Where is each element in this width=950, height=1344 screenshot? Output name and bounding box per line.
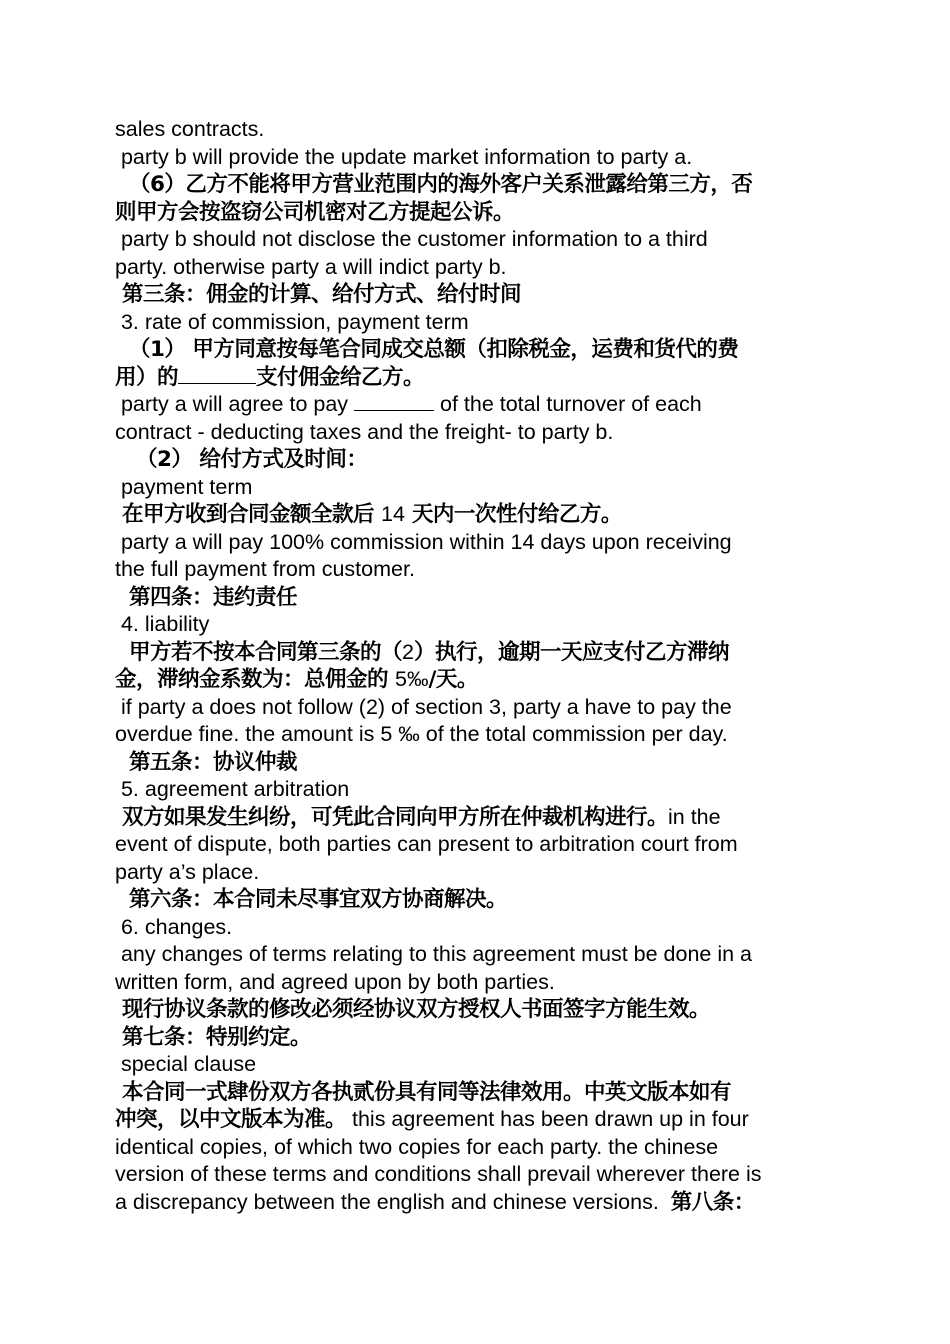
text-line: written form, and agreed upon by both parties. bbox=[115, 969, 555, 994]
section-heading-6: 第六条：本合同未尽事宜双方协商解决。 bbox=[115, 887, 507, 912]
text-line: if party a does not follow (2) of section 3, party a have to pay the bbox=[115, 694, 732, 719]
text-fragment: in the bbox=[668, 804, 721, 829]
text-line: payment term bbox=[115, 474, 253, 499]
text-fragment: 冲突，以中文版本为准。 bbox=[115, 1107, 347, 1132]
text-fragment: 双方如果发生纠纷，可凭此合同向甲方所在仲裁机构进行。 bbox=[115, 804, 668, 830]
text-fragment: 用）的 bbox=[115, 364, 179, 390]
text-fragment: 金，滞纳金系数为：总佣金的 bbox=[115, 667, 395, 692]
section-heading-en-5: 5. agreement arbitration bbox=[115, 777, 350, 801]
text-line: party b should not disclose the customer information to a third bbox=[115, 227, 708, 251]
text-line-zh: 现行协议条款的修改必须经协议双方授权人书面签字方能生效。 bbox=[115, 997, 710, 1022]
text-line-zh: 本合同一式肆份双方各执贰份具有同等法律效用。中英文版本如有 bbox=[115, 1079, 731, 1105]
text-fragment: party a will agree to pay bbox=[115, 392, 355, 416]
text-line-zh: （6）乙方不能将甲方营业范围内的海外客户关系泄露给第三方，否 bbox=[115, 172, 753, 197]
section-heading-8: 第八条： bbox=[670, 1189, 755, 1215]
text-line-mixed bbox=[115, 639, 845, 667]
blank-field bbox=[178, 365, 256, 384]
section-heading-5: 第五条：协议仲裁 bbox=[115, 749, 297, 775]
section-heading-7: 第七条：特别约定。 bbox=[115, 1024, 311, 1050]
text-line: contract - deducting taxes and the freight- to party b. bbox=[115, 419, 614, 444]
text-line: overdue fine. the amount is 5 ‰ of the total commission per day. bbox=[115, 722, 728, 746]
text-fragment: 天内一次性付给乙方。 bbox=[404, 502, 622, 527]
text-fragment: 支付佣金给乙方。 bbox=[256, 364, 425, 390]
text-line-zh bbox=[115, 364, 845, 392]
text-line: identical copies, of which two copies for each party. the chinese bbox=[115, 1134, 719, 1159]
text-line-zh: 则甲方会按盗窃公司机密对乙方提起公诉。 bbox=[115, 199, 515, 225]
text-line: party b will provide the update market information to party a. bbox=[115, 144, 693, 169]
section-heading-3: 第三条：佣金的计算、给付方式、给付时间 bbox=[115, 282, 521, 307]
text-line-zh: （2） 给付方式及时间： bbox=[115, 447, 368, 472]
text-fragment: a discrepancy between the english and chinese versions. bbox=[115, 1189, 671, 1214]
text-line: any changes of terms relating to this agreement must be done in a bbox=[115, 942, 753, 966]
document-page bbox=[115, 116, 845, 1216]
text-line-mixed bbox=[115, 666, 845, 694]
text-fragment: this agreement has been drawn up in four bbox=[346, 1107, 749, 1131]
text-line-mixed bbox=[115, 1106, 845, 1134]
text-fragment: 5‰ bbox=[395, 667, 429, 691]
text-line: party a’s place. bbox=[115, 859, 260, 884]
blank-field bbox=[354, 392, 434, 411]
text-line: the full payment from customer. bbox=[115, 557, 415, 581]
section-heading-en-6: 6. changes. bbox=[115, 914, 233, 939]
text-fragment: 2 bbox=[401, 639, 414, 664]
text-line: party a will pay 100% commission within 14 days upon receiving bbox=[115, 529, 732, 554]
text-line: party. otherwise party a will indict party b. bbox=[115, 254, 507, 279]
text-fragment: 14 bbox=[380, 502, 405, 526]
section-heading-en-3: 3. rate of commission, payment term bbox=[115, 309, 469, 334]
text-line-mixed bbox=[115, 1189, 845, 1217]
text-line: event of dispute, both parties can present to arbitration court from bbox=[115, 832, 738, 856]
text-fragment: /天。 bbox=[428, 667, 478, 692]
text-line-mixed bbox=[115, 501, 845, 529]
section-heading-en-7: special clause bbox=[115, 1052, 257, 1076]
text-fragment: 在甲方收到合同金额全款后 bbox=[115, 502, 381, 527]
text-line: version of these terms and conditions shall prevail wherever there is bbox=[115, 1162, 762, 1186]
section-heading-4: 第四条：违约责任 bbox=[115, 584, 297, 610]
text-fragment: ）执行，逾期一天应支付乙方滞纳 bbox=[413, 639, 729, 665]
text-line-mixed bbox=[115, 804, 845, 832]
text-fragment: 甲方若不按本合同第三条的（ bbox=[115, 639, 402, 665]
text-line-zh: （1） 甲方同意按每笔合同成交总额（扣除税金，运费和货代的费 bbox=[115, 337, 739, 362]
text-line: sales contracts. bbox=[115, 117, 265, 141]
text-line bbox=[115, 391, 845, 419]
text-fragment: of the total turnover of each bbox=[434, 392, 702, 416]
section-heading-en-4: 4. liability bbox=[115, 612, 210, 636]
